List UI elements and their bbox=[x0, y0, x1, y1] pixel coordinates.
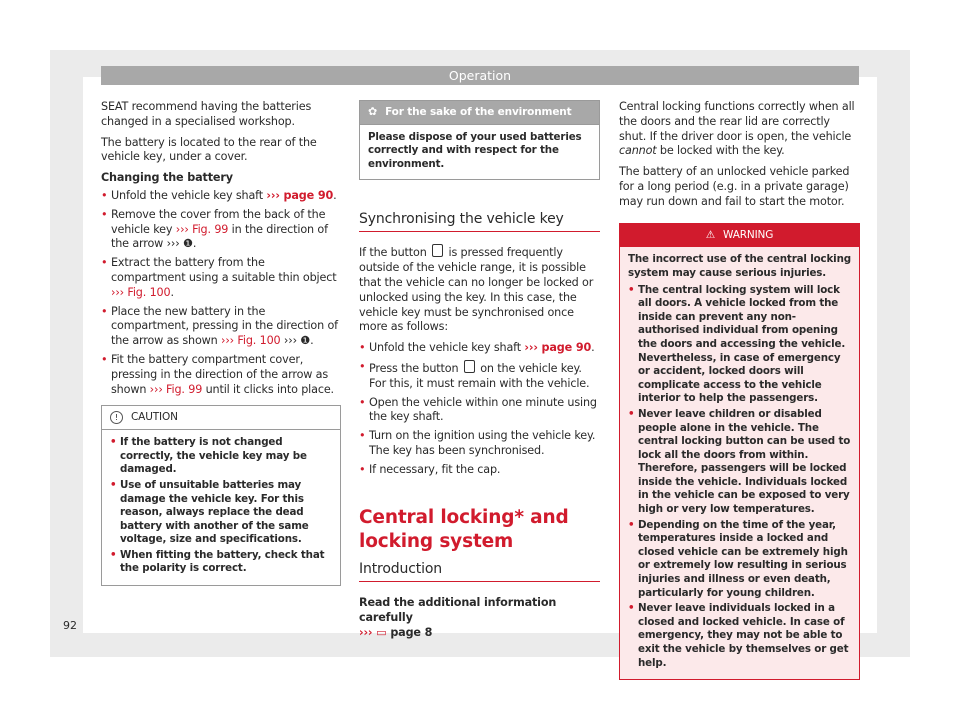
list-item: • Turn on the ignition using the vehicle key. The key has been synchronised. bbox=[359, 429, 600, 459]
read-more-note: Read the additional information carefully ››› ▭ page 8 bbox=[359, 596, 557, 639]
sync-section-title: Synchronising the vehicle key bbox=[359, 212, 600, 233]
key-button-icon bbox=[464, 360, 475, 373]
warning-header bbox=[620, 224, 859, 248]
list-item: • Use of unsuitable batteries may damage the vehicle key. For this reason, always replace the dead battery with another of the same voltage, size and specifications. bbox=[110, 479, 332, 547]
list-item: • If the battery is not changed correctly, the vehicle key may be damaged. bbox=[110, 436, 332, 477]
battery-steps-list bbox=[101, 189, 341, 397]
environment-body: Please dispose of your used batteries correctly and with respect for the environment. bbox=[368, 130, 582, 170]
list-item: • Open the vehicle within one minute using the key shaft. bbox=[359, 396, 600, 426]
list-item: • Unfold the vehicle key shaft ››› page 90. bbox=[101, 189, 341, 204]
warning-triangle-icon: ⚠ bbox=[705, 228, 716, 241]
caution-body bbox=[102, 430, 340, 585]
caution-header bbox=[102, 406, 340, 430]
environment-box bbox=[359, 100, 600, 180]
central-locking-title: Central locking* and locking system bbox=[359, 506, 569, 552]
central-locking-paragraph-1: Central locking functions correctly when all the doors and the rear lid are correctly shut. If the driver door is open, the vehicle cannot be locked with the key. bbox=[619, 100, 855, 158]
environment-header bbox=[360, 101, 599, 125]
book-icon: ▭ bbox=[376, 625, 387, 639]
central-locking-paragraph-2: The battery of an unlocked vehicle parked for a long period (e.g. in a private garage) may run down and fail to start the motor. bbox=[619, 165, 850, 208]
warning-body bbox=[620, 247, 859, 679]
page-number: 92 bbox=[63, 619, 77, 632]
introduction-heading: Introduction bbox=[359, 562, 600, 583]
right-column bbox=[619, 100, 860, 680]
warning-box bbox=[619, 223, 860, 681]
list-item: • Extract the battery from the compartment using a suitable thin object ››› Fig. 100. bbox=[101, 256, 341, 300]
list-item: • Unfold the vehicle key shaft ››› page 90. bbox=[359, 341, 600, 356]
figure-link[interactable]: ››› Fig. 99 bbox=[149, 382, 203, 396]
list-item: • Fit the battery compartment cover, pressing in the direction of the arrow as shown ››› Fig. 99 until it clicks into place. bbox=[101, 353, 341, 397]
list-item: • Press the button on the vehicle key. For this, it must remain with the vehicle. bbox=[359, 360, 600, 392]
caution-icon: ! bbox=[110, 411, 123, 424]
intro-paragraph-1: SEAT recommend having the batteries changed in a specialised workshop. bbox=[101, 100, 312, 128]
sync-intro: If the button is pressed frequently outside of the vehicle range, it is possible that the vehicle can no longer be locked or unlocked using the key. In this case, the vehicle key must be synchronised once more as follows: bbox=[359, 246, 594, 334]
warning-lead: The incorrect use of the central locking system may cause serious injuries. bbox=[628, 253, 851, 279]
key-button-icon bbox=[432, 244, 443, 257]
intro-paragraph-2: The battery is located to the rear of the vehicle key, under a cover. bbox=[101, 135, 317, 164]
page-reference[interactable]: page 8 bbox=[390, 625, 433, 639]
figure-link[interactable]: ››› Fig. 99 bbox=[175, 222, 229, 236]
caution-box bbox=[101, 405, 341, 586]
middle-column bbox=[359, 100, 600, 647]
figure-link[interactable]: ››› Fig. 100 bbox=[221, 334, 281, 348]
environment-title: For the sake of the environment bbox=[385, 106, 572, 118]
leaf-icon: ✿ bbox=[368, 105, 378, 118]
left-column bbox=[101, 100, 341, 586]
figure-link[interactable]: ››› Fig. 100 bbox=[111, 285, 171, 299]
page-link[interactable]: ››› page 90 bbox=[266, 188, 334, 202]
list-item: • Depending on the time of the year, temperatures inside a locked and closed vehicle can be extremely high or extremely low resulting in serious injuries and illness or even death, particularly for young children. bbox=[628, 519, 851, 601]
list-item: • Never leave individuals locked in a closed and locked vehicle. In case of emergency, they may not be able to exit the vehicle by themselves or get help. bbox=[628, 602, 851, 670]
list-item: • If necessary, fit the cap. bbox=[359, 463, 600, 478]
list-item: • When fitting the battery, check that the polarity is correct. bbox=[110, 549, 332, 576]
list-item: • Remove the cover from the back of the vehicle key ››› Fig. 99 in the direction of the arrow ››› ❶. bbox=[101, 208, 341, 252]
section-header: Operation bbox=[101, 66, 859, 85]
list-item: • The central locking system will lock all doors. A vehicle locked from the inside can prevent any non-authorised individual from opening the doors and accessing the vehicle. Nevertheless, in case of emergency or accident, locked doors will complicate access to the vehicle interior to help the passengers. bbox=[628, 284, 851, 406]
list-item: • Never leave children or disabled people alone in the vehicle. The central locking button can be used to lock all the doors from within. Therefore, passengers will be locked inside the vehicle. Individuals locked in the vehicle can be exposed to very high or very low temperatures. bbox=[628, 408, 851, 517]
warning-title: WARNING bbox=[723, 228, 774, 241]
page-link[interactable]: ››› page 90 bbox=[524, 341, 592, 355]
caution-title: CAUTION bbox=[131, 411, 178, 424]
list-item: • Place the new battery in the compartment, pressing in the direction of the arrow as shown ››› Fig. 100 ››› ❶. bbox=[101, 305, 341, 349]
changing-battery-heading: Changing the battery bbox=[101, 171, 233, 185]
